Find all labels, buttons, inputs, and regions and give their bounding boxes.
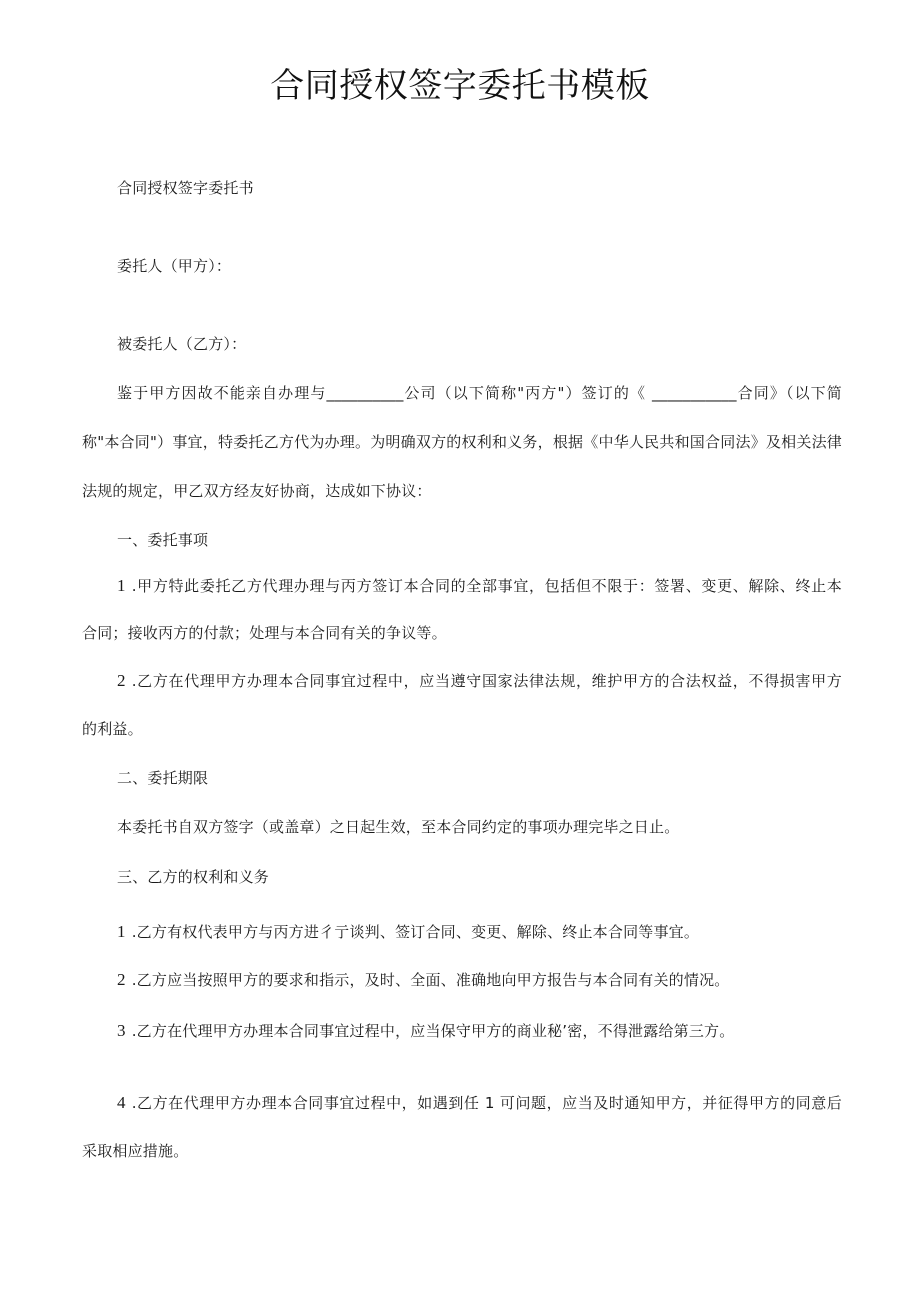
section1-item1-line-2: 合同；接收丙方的付款；处理与本合同有关的争议等。	[82, 624, 447, 642]
item-text: .乙方应当按照甲方的要求和指示，及时、全面、准确地向甲方报告与本合同有关的情况。	[131, 971, 730, 989]
section3-item1	[117, 921, 842, 943]
section1-item1-line-1	[117, 575, 842, 597]
item-text: .乙方在代理甲方办理本合同事宜过程中，应当遵守国家法律法规，维护甲方的合法权益，不得损害甲方	[131, 672, 842, 690]
section3-item4-line-1	[117, 1092, 842, 1114]
section1-item2-line-1	[117, 670, 842, 692]
item-text: .乙方有权代表甲方与丙方进彳亍谈判、签订合同、变更、解除、终止本合同等事宜。	[131, 923, 700, 941]
principal-label: 委托人（甲方）：	[117, 257, 232, 275]
preamble-line-2: 称"本合同"）事宜，特委托乙方代为办理。为明确双方的权利和义务，根据《中华人民共和国合同法》及相关法律	[82, 433, 842, 451]
item-number: 1	[117, 576, 126, 595]
agent-label: 被委托人（乙方）：	[117, 335, 247, 353]
item-number: 2	[117, 671, 126, 690]
section3-heading: 三、乙方的权利和义务	[117, 868, 270, 886]
item-number: 3	[117, 1021, 126, 1040]
section1-item2-line-2: 的利益。	[82, 720, 143, 738]
section3-item2	[117, 969, 842, 991]
item-text: .乙方在代理甲方办理本合同事宜过程中，应当保守甲方的商业秘’密，不得泄露给第三方。	[131, 1022, 735, 1040]
document-subtitle: 合同授权签字委托书	[117, 179, 254, 197]
section3-item4-line-2: 采取相应措施。	[82, 1142, 189, 1160]
item-text: .甲方特此委托乙方代理办理与丙方签订本合同的全部事宜，包括但不限于：签署、变更、解除、终止本	[131, 577, 842, 595]
item-number: 4	[117, 1093, 126, 1112]
preamble-line-3: 法规的规定，甲乙双方经友好协商，达成如下协议：	[82, 482, 432, 500]
section3-item3	[117, 1020, 842, 1042]
section2-text: 本委托书自双方签字（或盖章）之日起生效，至本合同约定的事项办理完毕之日止。	[117, 818, 680, 836]
section2-heading: 二、委托期限	[117, 769, 209, 787]
item-number: 1	[117, 922, 126, 941]
item-number: 2	[117, 970, 126, 989]
section1-heading: 一、委托事项	[117, 531, 209, 549]
preamble-line-1: 鉴于甲方因故不能亲自办理与__________公司（以下简称"丙方"）签订的《 ___________合同》（以下简	[117, 384, 842, 402]
item-text: .乙方在代理甲方办理本合同事宜过程中，如遇到任 1 可问题，应当及时通知甲方，并征得甲方的同意后	[131, 1094, 842, 1112]
document-title: 合同授权签字委托书模板	[270, 66, 650, 106]
